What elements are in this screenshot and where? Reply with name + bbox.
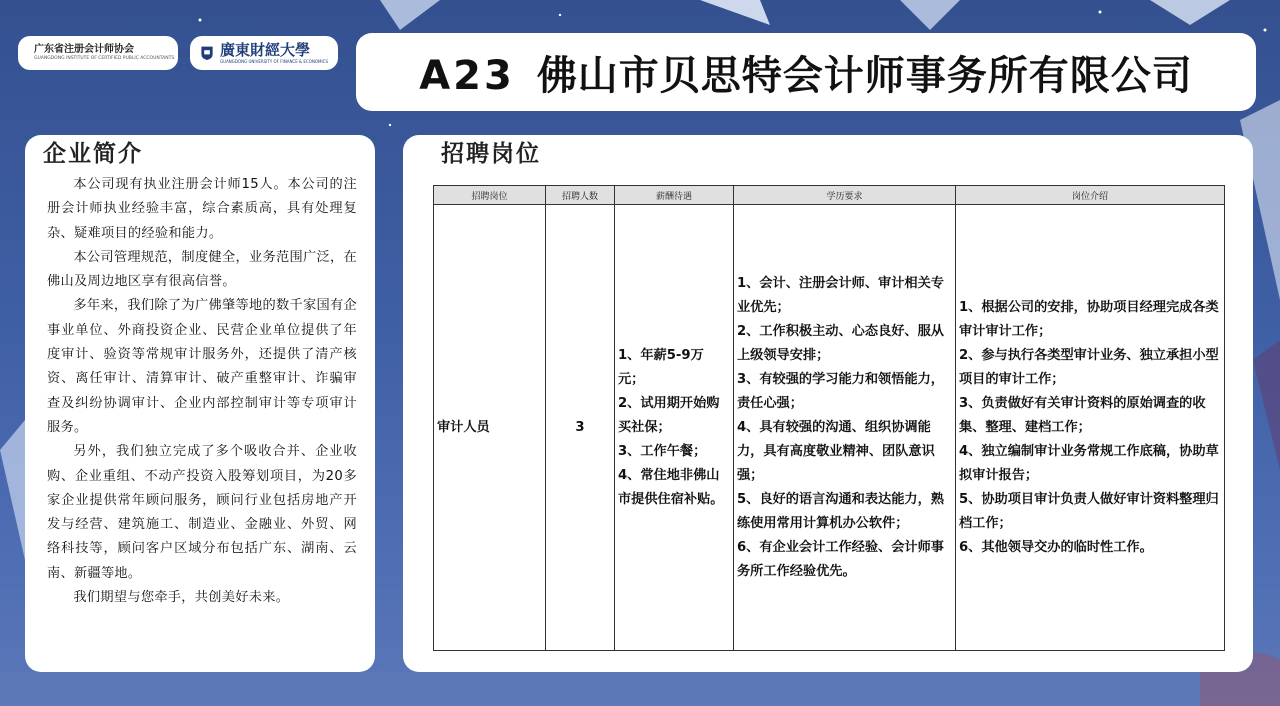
company-code: A23 xyxy=(419,52,515,99)
cell-position: 审计人员 xyxy=(434,205,546,651)
cell-description: 1、根据公司的安排，协助项目经理完成各类审计审计工作； 2、参与执行各类型审计业务、独立承担小型项目的审计工作； 3、负责做好有关审计资料的原始调查的收集、整理、建档工作； 4、独立编制审计业务常规工作底稿，协助草拟审计报告； 5、协助项目审计负责人做好审计资料整理归档工作； 6、其他领导交办的临时性工作。 xyxy=(956,205,1225,651)
cicpa-logo xyxy=(18,36,178,70)
university-logo xyxy=(190,36,338,70)
cell-salary: 1、年薪5-9万元； 2、试用期开始购买社保； 3、工作午餐； 4、常住地非佛山市提供住宿补贴。 xyxy=(615,205,734,651)
column-header-description: 岗位介绍 xyxy=(956,186,1225,205)
column-header-position: 招聘岗位 xyxy=(434,186,546,205)
company-name: 佛山市贝思特会计师事务所有限公司 xyxy=(536,52,1193,99)
university-name-en: GUANGDONG UNIVERSITY OF FINANCE & ECONOMICS xyxy=(220,58,328,64)
cicpa-name-cn: 广东省注册会计师协会 xyxy=(34,43,134,55)
intro-heading: 企业简介 xyxy=(43,141,143,167)
intro-paragraph: 本公司管理规范，制度健全，业务范围广泛，在佛山及周边地区享有很高信誉。 xyxy=(47,249,357,290)
page-title xyxy=(419,44,1193,101)
column-header-count: 招聘人数 xyxy=(546,186,615,205)
column-header-requirements: 学历要求 xyxy=(734,186,956,205)
jobs-panel xyxy=(403,135,1253,672)
jobs-heading: 招聘岗位 xyxy=(441,141,541,167)
intro-paragraph: 多年来，我们除了为广佛肇等地的数千家国有企事业单位、外商投资企业、民营企业单位提供了年度审计、验资等常规审计服务外，还提供了清产核资、离任审计、清算审计、破产重整审计、诈骗审查及纠纷协调审计、企业内部控制审计等专项审计服务。 xyxy=(47,298,357,435)
intro-paragraph: 另外，我们独立完成了多个吸收合并、企业收购、企业重组、不动产投资入股筹划项目，为20多家企业提供常年顾问服务，顾问行业包括房地产开发与经营、建筑施工、制造业、金融业、外贸、网络科技等，顾问客户区域分布包括广东、湖南、云南、新疆等地。 xyxy=(47,444,357,581)
company-intro-panel xyxy=(25,135,375,672)
university-name-cn: 廣東財經大學 xyxy=(220,40,311,59)
intro-paragraph: 本公司现有执业注册会计师15人。本公司的注册会计师执业经验丰富，综合素质高，具有处理复杂、疑难项目的经验和能力。 xyxy=(47,177,357,241)
column-header-salary: 薪酬待遇 xyxy=(615,186,734,205)
cell-requirements: 1、会计、注册会计师、审计相关专业优先； 2、工作积极主动、心态良好、服从上级领导安排； 3、有较强的学习能力和领悟能力，责任心强； 4、具有较强的沟通、组织协调能力，具有高度敬业精神、团队意识强； 5、良好的语言沟通和表达能力，熟练使用常用计算机办公软件； 6、有企业会计工作经验、会计师事务所工作经验优先。 xyxy=(734,205,956,651)
intro-text xyxy=(47,173,357,610)
table-row xyxy=(434,205,1225,651)
cell-count: 3 xyxy=(546,205,615,651)
title-bar xyxy=(356,33,1256,111)
table-header-row xyxy=(434,186,1225,205)
cicpa-name-en: GUANGDONG INSTITUTE OF CERTIFIED PUBLIC ACCOUNTANTS xyxy=(34,55,175,61)
intro-paragraph: 我们期望与您牵手，共创美好未来。 xyxy=(73,590,290,606)
university-emblem-icon xyxy=(200,42,214,64)
jobs-table xyxy=(433,185,1225,651)
